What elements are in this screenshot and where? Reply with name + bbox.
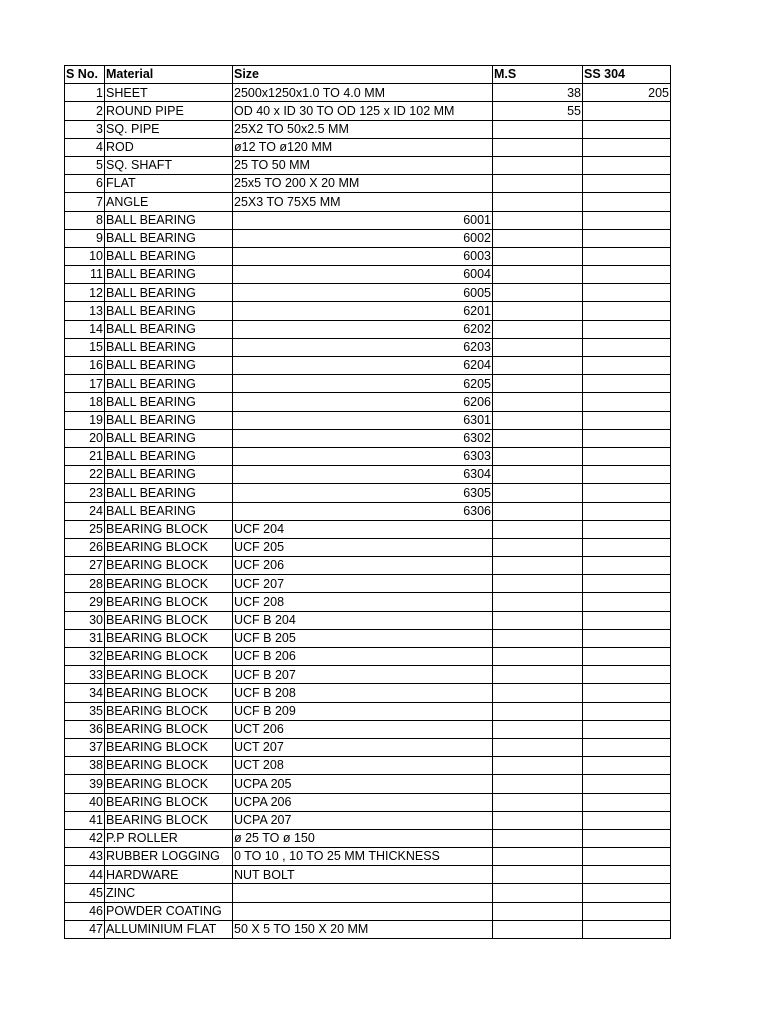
cell-ms bbox=[493, 829, 583, 847]
cell-ms bbox=[493, 593, 583, 611]
cell-size: UCF B 208 bbox=[233, 684, 493, 702]
cell-ms bbox=[493, 429, 583, 447]
table-row bbox=[65, 502, 671, 520]
cell-size: 6301 bbox=[233, 411, 493, 429]
cell-sno: 24 bbox=[65, 502, 105, 520]
cell-sno: 7 bbox=[65, 193, 105, 211]
cell-ss304 bbox=[583, 884, 671, 902]
cell-sno: 25 bbox=[65, 520, 105, 538]
cell-sno: 6 bbox=[65, 175, 105, 193]
cell-ms bbox=[493, 302, 583, 320]
cell-size: UCPA 205 bbox=[233, 775, 493, 793]
cell-ss304 bbox=[583, 338, 671, 356]
cell-material: BALL BEARING bbox=[105, 429, 233, 447]
cell-sno: 23 bbox=[65, 484, 105, 502]
cell-size: 25 TO 50 MM bbox=[233, 156, 493, 174]
cell-material: BALL BEARING bbox=[105, 375, 233, 393]
cell-ss304 bbox=[583, 156, 671, 174]
table-row bbox=[65, 156, 671, 174]
cell-material: POWDER COATING bbox=[105, 902, 233, 920]
table-row bbox=[65, 611, 671, 629]
cell-sno: 13 bbox=[65, 302, 105, 320]
cell-sno: 21 bbox=[65, 447, 105, 465]
cell-ss304 bbox=[583, 920, 671, 938]
cell-size: UCPA 206 bbox=[233, 793, 493, 811]
header-ss304: SS 304 bbox=[583, 66, 671, 84]
table-row bbox=[65, 320, 671, 338]
cell-size: UCF 206 bbox=[233, 557, 493, 575]
cell-ms bbox=[493, 902, 583, 920]
cell-material: BALL BEARING bbox=[105, 266, 233, 284]
cell-sno: 27 bbox=[65, 557, 105, 575]
cell-ss304 bbox=[583, 357, 671, 375]
cell-material: RUBBER LOGGING bbox=[105, 848, 233, 866]
cell-ss304 bbox=[583, 538, 671, 556]
cell-size: UCF B 207 bbox=[233, 666, 493, 684]
cell-material: BEARING BLOCK bbox=[105, 520, 233, 538]
cell-ms bbox=[493, 247, 583, 265]
cell-size: UCT 208 bbox=[233, 757, 493, 775]
cell-ss304 bbox=[583, 702, 671, 720]
cell-material: BEARING BLOCK bbox=[105, 611, 233, 629]
cell-ss304 bbox=[583, 520, 671, 538]
cell-material: BALL BEARING bbox=[105, 484, 233, 502]
cell-ms bbox=[493, 502, 583, 520]
cell-material: BEARING BLOCK bbox=[105, 702, 233, 720]
cell-sno: 1 bbox=[65, 84, 105, 102]
cell-ss304 bbox=[583, 484, 671, 502]
cell-sno: 4 bbox=[65, 138, 105, 156]
cell-sno: 31 bbox=[65, 629, 105, 647]
cell-ss304 bbox=[583, 775, 671, 793]
cell-ss304 bbox=[583, 193, 671, 211]
cell-ss304 bbox=[583, 902, 671, 920]
table-row bbox=[65, 393, 671, 411]
cell-sno: 19 bbox=[65, 411, 105, 429]
cell-ms bbox=[493, 484, 583, 502]
cell-ms bbox=[493, 848, 583, 866]
cell-ss304 bbox=[583, 138, 671, 156]
cell-material: BALL BEARING bbox=[105, 502, 233, 520]
cell-size: 6202 bbox=[233, 320, 493, 338]
cell-size: UCF B 204 bbox=[233, 611, 493, 629]
cell-material: ROD bbox=[105, 138, 233, 156]
cell-ms bbox=[493, 575, 583, 593]
cell-ms bbox=[493, 393, 583, 411]
table-row bbox=[65, 211, 671, 229]
cell-sno: 43 bbox=[65, 848, 105, 866]
table-row bbox=[65, 811, 671, 829]
cell-size: 6201 bbox=[233, 302, 493, 320]
cell-ms bbox=[493, 884, 583, 902]
cell-material: BEARING BLOCK bbox=[105, 793, 233, 811]
cell-sno: 29 bbox=[65, 593, 105, 611]
cell-material: BALL BEARING bbox=[105, 320, 233, 338]
cell-material: BEARING BLOCK bbox=[105, 720, 233, 738]
cell-size: UCF 205 bbox=[233, 538, 493, 556]
cell-ss304 bbox=[583, 447, 671, 465]
cell-size: UCT 206 bbox=[233, 720, 493, 738]
cell-sno: 38 bbox=[65, 757, 105, 775]
cell-ss304 bbox=[583, 266, 671, 284]
table-row bbox=[65, 429, 671, 447]
cell-size: 25X2 TO 50x2.5 MM bbox=[233, 120, 493, 138]
cell-ss304 bbox=[583, 629, 671, 647]
table-row bbox=[65, 920, 671, 938]
table-row bbox=[65, 120, 671, 138]
cell-material: P.P ROLLER bbox=[105, 829, 233, 847]
cell-material: ALLUMINIUM FLAT bbox=[105, 920, 233, 938]
cell-ss304 bbox=[583, 684, 671, 702]
table-row bbox=[65, 466, 671, 484]
header-material: Material bbox=[105, 66, 233, 84]
cell-sno: 12 bbox=[65, 284, 105, 302]
cell-sno: 22 bbox=[65, 466, 105, 484]
header-size: Size bbox=[233, 66, 493, 84]
cell-sno: 18 bbox=[65, 393, 105, 411]
table-row bbox=[65, 484, 671, 502]
cell-sno: 5 bbox=[65, 156, 105, 174]
cell-size: 2500x1250x1.0 TO 4.0 MM bbox=[233, 84, 493, 102]
cell-ss304 bbox=[583, 211, 671, 229]
cell-material: BEARING BLOCK bbox=[105, 557, 233, 575]
table-row bbox=[65, 247, 671, 265]
cell-sno: 42 bbox=[65, 829, 105, 847]
cell-material: BEARING BLOCK bbox=[105, 593, 233, 611]
cell-sno: 35 bbox=[65, 702, 105, 720]
cell-sno: 47 bbox=[65, 920, 105, 938]
cell-sno: 9 bbox=[65, 229, 105, 247]
cell-size: 6206 bbox=[233, 393, 493, 411]
table-row bbox=[65, 447, 671, 465]
cell-ms bbox=[493, 811, 583, 829]
cell-size bbox=[233, 884, 493, 902]
cell-ms bbox=[493, 320, 583, 338]
table-row bbox=[65, 738, 671, 756]
cell-size: 6203 bbox=[233, 338, 493, 356]
cell-size: UCT 207 bbox=[233, 738, 493, 756]
header-ms: M.S bbox=[493, 66, 583, 84]
cell-sno: 44 bbox=[65, 866, 105, 884]
cell-size: 6004 bbox=[233, 266, 493, 284]
cell-sno: 15 bbox=[65, 338, 105, 356]
table-row bbox=[65, 757, 671, 775]
cell-ms bbox=[493, 738, 583, 756]
cell-ms bbox=[493, 702, 583, 720]
cell-material: BEARING BLOCK bbox=[105, 575, 233, 593]
cell-size: UCPA 207 bbox=[233, 811, 493, 829]
cell-material: ANGLE bbox=[105, 193, 233, 211]
cell-ms bbox=[493, 357, 583, 375]
cell-material: SQ. SHAFT bbox=[105, 156, 233, 174]
table-row bbox=[65, 375, 671, 393]
cell-material: BEARING BLOCK bbox=[105, 775, 233, 793]
cell-sno: 16 bbox=[65, 357, 105, 375]
cell-sno: 10 bbox=[65, 247, 105, 265]
table-row bbox=[65, 702, 671, 720]
table-row bbox=[65, 138, 671, 156]
cell-ms bbox=[493, 193, 583, 211]
cell-ms bbox=[493, 266, 583, 284]
cell-material: BEARING BLOCK bbox=[105, 738, 233, 756]
cell-sno: 30 bbox=[65, 611, 105, 629]
cell-sno: 14 bbox=[65, 320, 105, 338]
cell-ms bbox=[493, 175, 583, 193]
cell-material: ZINC bbox=[105, 884, 233, 902]
cell-ms bbox=[493, 793, 583, 811]
table-row bbox=[65, 775, 671, 793]
cell-material: BALL BEARING bbox=[105, 302, 233, 320]
cell-sno: 20 bbox=[65, 429, 105, 447]
cell-sno: 34 bbox=[65, 684, 105, 702]
table-row bbox=[65, 411, 671, 429]
cell-material: BALL BEARING bbox=[105, 229, 233, 247]
cell-material: BALL BEARING bbox=[105, 284, 233, 302]
cell-material: BEARING BLOCK bbox=[105, 538, 233, 556]
cell-size: ø 25 TO ø 150 bbox=[233, 829, 493, 847]
cell-ms bbox=[493, 648, 583, 666]
header-sno: S No. bbox=[65, 66, 105, 84]
cell-ss304 bbox=[583, 284, 671, 302]
cell-size: 25x5 TO 200 X 20 MM bbox=[233, 175, 493, 193]
cell-material: ROUND PIPE bbox=[105, 102, 233, 120]
cell-sno: 45 bbox=[65, 884, 105, 902]
cell-sno: 26 bbox=[65, 538, 105, 556]
cell-ss304 bbox=[583, 829, 671, 847]
cell-size: 6005 bbox=[233, 284, 493, 302]
cell-ms bbox=[493, 284, 583, 302]
table-row bbox=[65, 866, 671, 884]
cell-ss304 bbox=[583, 120, 671, 138]
table-row bbox=[65, 648, 671, 666]
cell-material: SQ. PIPE bbox=[105, 120, 233, 138]
cell-ss304 bbox=[583, 648, 671, 666]
cell-ss304 bbox=[583, 375, 671, 393]
cell-ms: 55 bbox=[493, 102, 583, 120]
table-row bbox=[65, 102, 671, 120]
cell-ms bbox=[493, 757, 583, 775]
cell-ms bbox=[493, 466, 583, 484]
cell-material: BALL BEARING bbox=[105, 211, 233, 229]
cell-material: BEARING BLOCK bbox=[105, 811, 233, 829]
cell-material: BALL BEARING bbox=[105, 247, 233, 265]
cell-ss304 bbox=[583, 738, 671, 756]
cell-ss304 bbox=[583, 575, 671, 593]
table-row bbox=[65, 357, 671, 375]
cell-size: ø12 TO ø120 MM bbox=[233, 138, 493, 156]
cell-size: 50 X 5 TO 150 X 20 MM bbox=[233, 920, 493, 938]
cell-ss304 bbox=[583, 666, 671, 684]
cell-size: 6306 bbox=[233, 502, 493, 520]
cell-ms bbox=[493, 557, 583, 575]
cell-ms bbox=[493, 684, 583, 702]
cell-ss304 bbox=[583, 393, 671, 411]
cell-sno: 40 bbox=[65, 793, 105, 811]
cell-ss304 bbox=[583, 811, 671, 829]
cell-ss304 bbox=[583, 429, 671, 447]
cell-material: BALL BEARING bbox=[105, 466, 233, 484]
table-row bbox=[65, 902, 671, 920]
cell-material: BALL BEARING bbox=[105, 411, 233, 429]
cell-material: BEARING BLOCK bbox=[105, 648, 233, 666]
cell-ss304 bbox=[583, 175, 671, 193]
cell-size: UCF 208 bbox=[233, 593, 493, 611]
cell-ms bbox=[493, 375, 583, 393]
cell-sno: 37 bbox=[65, 738, 105, 756]
cell-ms bbox=[493, 211, 583, 229]
table-row bbox=[65, 520, 671, 538]
table-row bbox=[65, 538, 671, 556]
cell-size: UCF 204 bbox=[233, 520, 493, 538]
cell-size: 6302 bbox=[233, 429, 493, 447]
cell-size: 6305 bbox=[233, 484, 493, 502]
cell-ss304 bbox=[583, 411, 671, 429]
cell-ss304 bbox=[583, 793, 671, 811]
table-row bbox=[65, 575, 671, 593]
cell-material: BALL BEARING bbox=[105, 393, 233, 411]
table-row bbox=[65, 302, 671, 320]
cell-ms bbox=[493, 920, 583, 938]
cell-ss304 bbox=[583, 302, 671, 320]
table-row bbox=[65, 720, 671, 738]
table-row bbox=[65, 829, 671, 847]
cell-size: 6204 bbox=[233, 357, 493, 375]
cell-material: BALL BEARING bbox=[105, 338, 233, 356]
table-row bbox=[65, 229, 671, 247]
cell-material: BEARING BLOCK bbox=[105, 684, 233, 702]
cell-sno: 11 bbox=[65, 266, 105, 284]
cell-ss304 bbox=[583, 611, 671, 629]
cell-size: 25X3 TO 75X5 MM bbox=[233, 193, 493, 211]
cell-ms bbox=[493, 411, 583, 429]
table-row bbox=[65, 175, 671, 193]
table-row bbox=[65, 266, 671, 284]
cell-ms bbox=[493, 611, 583, 629]
table-row bbox=[65, 793, 671, 811]
cell-size: 6303 bbox=[233, 447, 493, 465]
cell-material: BEARING BLOCK bbox=[105, 757, 233, 775]
cell-material: BEARING BLOCK bbox=[105, 629, 233, 647]
cell-size: 6001 bbox=[233, 211, 493, 229]
cell-material: BALL BEARING bbox=[105, 357, 233, 375]
cell-material: BALL BEARING bbox=[105, 447, 233, 465]
cell-ms bbox=[493, 538, 583, 556]
cell-ms bbox=[493, 120, 583, 138]
table-row bbox=[65, 284, 671, 302]
cell-ms bbox=[493, 447, 583, 465]
cell-ss304 bbox=[583, 593, 671, 611]
cell-ms bbox=[493, 666, 583, 684]
cell-size: UCF B 206 bbox=[233, 648, 493, 666]
cell-size: 6002 bbox=[233, 229, 493, 247]
cell-ss304 bbox=[583, 848, 671, 866]
table-row bbox=[65, 338, 671, 356]
table-row bbox=[65, 666, 671, 684]
cell-size: UCF B 205 bbox=[233, 629, 493, 647]
cell-sno: 8 bbox=[65, 211, 105, 229]
cell-size bbox=[233, 902, 493, 920]
cell-ss304 bbox=[583, 247, 671, 265]
cell-size: UCF B 209 bbox=[233, 702, 493, 720]
cell-ms bbox=[493, 520, 583, 538]
cell-material: SHEET bbox=[105, 84, 233, 102]
cell-ms bbox=[493, 775, 583, 793]
cell-ss304 bbox=[583, 502, 671, 520]
cell-sno: 41 bbox=[65, 811, 105, 829]
cell-size: 6205 bbox=[233, 375, 493, 393]
cell-sno: 36 bbox=[65, 720, 105, 738]
header-row bbox=[65, 66, 671, 84]
cell-ms bbox=[493, 229, 583, 247]
cell-ss304 bbox=[583, 720, 671, 738]
cell-ss304: 205 bbox=[583, 84, 671, 102]
cell-size: 0 TO 10 , 10 TO 25 MM THICKNESS bbox=[233, 848, 493, 866]
cell-sno: 32 bbox=[65, 648, 105, 666]
cell-ms bbox=[493, 866, 583, 884]
materials-table bbox=[64, 65, 671, 939]
cell-sno: 33 bbox=[65, 666, 105, 684]
cell-sno: 46 bbox=[65, 902, 105, 920]
table-row bbox=[65, 193, 671, 211]
cell-ss304 bbox=[583, 102, 671, 120]
cell-ms: 38 bbox=[493, 84, 583, 102]
cell-ss304 bbox=[583, 757, 671, 775]
cell-sno: 28 bbox=[65, 575, 105, 593]
table-row bbox=[65, 84, 671, 102]
table-row bbox=[65, 629, 671, 647]
cell-ss304 bbox=[583, 466, 671, 484]
cell-material: BEARING BLOCK bbox=[105, 666, 233, 684]
cell-material: FLAT bbox=[105, 175, 233, 193]
cell-material: HARDWARE bbox=[105, 866, 233, 884]
cell-ss304 bbox=[583, 557, 671, 575]
cell-ms bbox=[493, 629, 583, 647]
cell-ms bbox=[493, 138, 583, 156]
table-row bbox=[65, 884, 671, 902]
cell-size: NUT BOLT bbox=[233, 866, 493, 884]
cell-sno: 17 bbox=[65, 375, 105, 393]
cell-ss304 bbox=[583, 320, 671, 338]
cell-ss304 bbox=[583, 229, 671, 247]
cell-ms bbox=[493, 720, 583, 738]
cell-size: UCF 207 bbox=[233, 575, 493, 593]
cell-sno: 2 bbox=[65, 102, 105, 120]
cell-ms bbox=[493, 338, 583, 356]
cell-ms bbox=[493, 156, 583, 174]
table-row bbox=[65, 593, 671, 611]
table-row bbox=[65, 684, 671, 702]
cell-ss304 bbox=[583, 866, 671, 884]
table-row bbox=[65, 848, 671, 866]
cell-size: 6003 bbox=[233, 247, 493, 265]
cell-sno: 3 bbox=[65, 120, 105, 138]
cell-size: 6304 bbox=[233, 466, 493, 484]
cell-size: OD 40 x ID 30 TO OD 125 x ID 102 MM bbox=[233, 102, 493, 120]
table-row bbox=[65, 557, 671, 575]
table-body bbox=[65, 84, 671, 939]
cell-sno: 39 bbox=[65, 775, 105, 793]
